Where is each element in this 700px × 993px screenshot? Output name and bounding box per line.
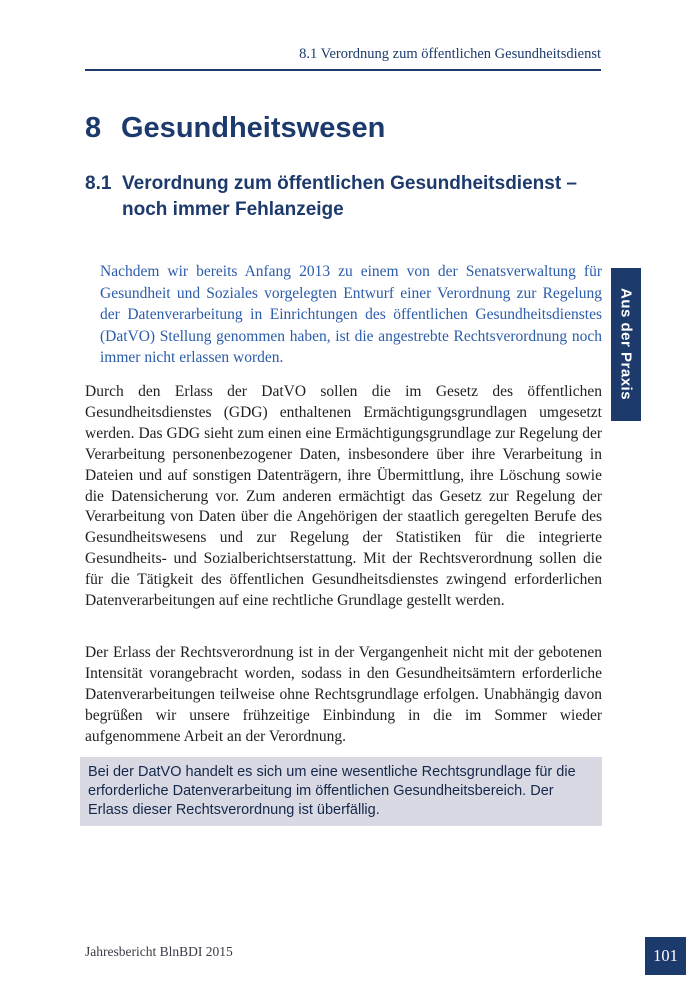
section-title xyxy=(122,171,577,223)
section-number: 8.1 xyxy=(85,173,112,194)
running-header-text: 8.1 Verordnung zum öffentlichen Gesundheitsdienst xyxy=(299,46,601,62)
highlight-box: Bei der DatVO handelt es sich um eine wesentliche Rechtsgrundlage für die erforderliche Datenverarbeitung im öffentlichen Gesundheitsbereich. Der Erlass dieser Rechtsverordnung ist überfällig. xyxy=(80,757,602,826)
chapter-title: Gesundheitswesen xyxy=(121,112,386,144)
section-title-line2: noch immer Fehlanzeige xyxy=(122,199,344,220)
side-tab-label: Aus der Praxis xyxy=(617,288,635,401)
body-paragraph-1: Durch den Erlass der DatVO sollen die im Gesetz des öffentlichen Gesundheitsdienstes (GDG) enthaltenen Ermächtigungsgrundlagen umgesetzt werden. Das GDG sieht zum einen eine Ermächtigungsgrundlage zur Regelung der Verarbeitung personenbezogener Daten, insbesondere über ihre Verarbeitung in Dateien und auf sonstigen Datenträgern, ihre Übermittlung, ihre Löschung sowie die Datensicherung vor. Zum anderen ermächtigt das Gesetz zur Regelung der Verarbeitung von Daten über die Angehörigen der staatlich geregelten Berufe des Gesundheitswesens und zur Regelung der Statistiken für die integrierte Gesundheits- und Sozialberichtserstattung. Mit der Rechtsverordnung sollen die für die Tätigkeit des öffentlichen Gesundheitsdienstes zwingend erforderlichen Datenverarbeitungen auf eine rechtliche Grundlage gestellt werden. xyxy=(85,383,602,610)
running-header xyxy=(85,46,601,63)
chapter-heading xyxy=(85,112,385,145)
chapter-number: 8 xyxy=(85,112,102,144)
section-title-line1: Verordnung zum öffentlichen Gesundheitsdienst – xyxy=(122,173,577,194)
footer-report-label: Jahresbericht BlnBDI 2015 xyxy=(85,944,233,959)
header-rule xyxy=(85,69,601,71)
lead-paragraph: Nachdem wir bereits Anfang 2013 zu einem von der Senatsverwaltung für Gesundheit und Soziales vorgelegten Entwurf einer Verordnung zur Regelung der Datenverarbeitung in Einrichtungen des öffentlichen Gesundheitsdienstes (DatVO) Stellung genommen haben, ist die angestrebte Rechtsverordnung noch immer nicht erlassen worden. xyxy=(100,263,602,366)
page-number-badge: 101 xyxy=(645,937,686,975)
side-tab xyxy=(611,268,641,421)
body-paragraph-2: Der Erlass der Rechtsverordnung ist in der Vergangenheit nicht mit der gebotenen Intensität vorangebracht worden, sodass in den Gesundheitsämtern erforderliche Datenverarbeitungen teilweise ohne Rechtsgrundlage erfolgen. Unabhängig davon begrüßen wir unsere frühzeitige Einbindung in die im Sommer wieder aufgenommene Arbeit an der Verordnung. xyxy=(85,644,602,745)
section-heading xyxy=(85,171,605,223)
